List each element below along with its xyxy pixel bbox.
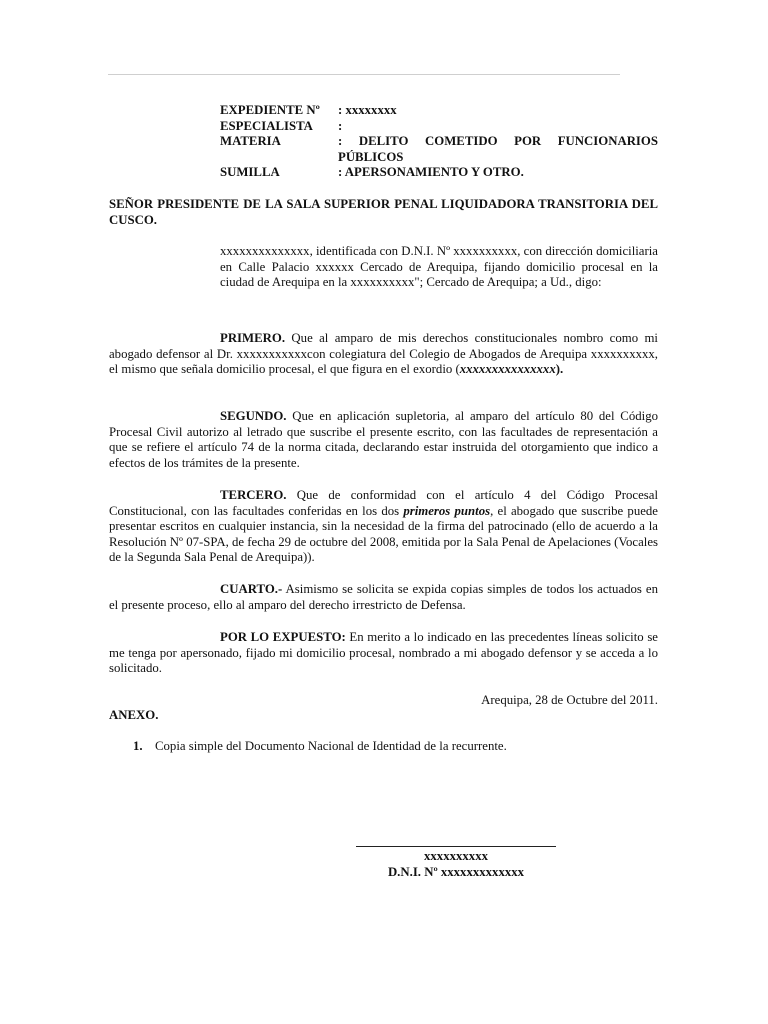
addressee: SEÑOR PRESIDENTE DE LA SALA SUPERIOR PENAL LIQUIDADORA TRANSITORIA DEL CUSCO. [109,197,658,227]
annex-item-text: Copia simple del Documento Nacional de Identidad de la recurrente. [155,739,507,753]
primero-text-a: Que al amparo de mis derechos constitucionales nombro como mi abogado defensor al Dr. xxxxxxxxxxxcon colegiatura del Colegio de Abogados de Arequipa xxxxxxxxxx, el mismo que señala domicilio procesal, el que figura en el exordio ( [109,331,658,376]
annex-item [133,739,653,754]
annex-item-number: 1. [133,739,143,753]
signature-dni: D.N.I. Nº xxxxxxxxxxxxx [387,865,525,879]
tercero-emphasis: primeros puntos [403,503,491,518]
por-lo-expuesto-text: En merito a lo indicado en las precedentes líneas solicito se me tenga por apersonado, fijado mi domicilio procesal, nombrado a mi abogado defensor y se acceda a lo solicitado. [109,630,658,675]
tercero-text-a: Que de conformidad con el artículo 4 del Código Procesal Constitucional, con las facultades conferidas en los dos [109,488,658,518]
top-divider [108,74,620,75]
paragraph-cuarto [109,582,658,613]
sumilla-label: SUMILLA [220,165,280,179]
header-row-expediente [220,103,658,119]
paragraph-segundo [109,409,658,471]
materia-value-cont: PÚBLICOS [338,149,404,164]
paragraph-tercero [109,488,658,566]
expediente-label: EXPEDIENTE Nº [220,103,320,117]
primero-lead: PRIMERO. [220,331,286,345]
tercero-text-b: , el abogado que suscribe puede presentar escritos en cualquier instancia, sin la necesidad de la firma del patrocinado (ello de acuerdo a la Resolución Nº 07-SPA, de fecha 29 de octubre del 2008, emitida por la Sala Penal de Apelaciones (Vocales de la Segunda Sala Penal de Arequipa)). [109,503,658,564]
materia-label: MATERIA [220,134,281,148]
sumilla-value: : APERSONAMIENTO Y OTRO. [338,165,524,179]
segundo-text: Que en aplicación supletoria, al amparo del artículo 80 del Código Procesal Civil autorizo al letrado que suscribe el presente escrito, con las facultades de representación a que se refiere el artículo 74 de la norma citada, declarando estar instruida del otorgamiento que indico a efectos de los trámites de la presente. [109,409,658,470]
primero-emphasis: xxxxxxxxxxxxxxx [459,362,556,376]
header-row-sumilla [220,165,658,181]
por-lo-expuesto-lead: POR LO EXPUESTO: [220,630,346,644]
primero-text-b: ). [555,362,564,376]
signature-block [356,848,556,880]
place-and-date: Arequipa, 28 de Octubre del 2011. [481,693,658,707]
signature-line [356,846,556,847]
signature-name: xxxxxxxxxx [424,849,488,863]
case-header [220,103,658,181]
annex-title: ANEXO. [109,708,159,722]
tercero-lead: TERCERO. [220,488,287,502]
intro-paragraph: xxxxxxxxxxxxxx, identificada con D.N.I. Nº xxxxxxxxxx, con dirección domiciliaria en Calle Palacio xxxxxx Cercado de Arequipa, fijando domicilio procesal en la ciudad de Arequipa en la xxxxxxxxxx"; Cercado de Arequipa; a Ud., digo: [220,244,658,289]
header-row-materia-cont [220,150,658,166]
header-row-especialista [220,119,658,135]
expediente-value: : xxxxxxxx [338,103,397,117]
paragraph-primero [109,331,658,378]
especialista-label: ESPECIALISTA [220,118,313,133]
segundo-lead: SEGUNDO. [220,409,287,423]
cuarto-lead: CUARTO.- [220,582,283,596]
materia-value: : DELITO COMETIDO POR FUNCIONARIOS [338,134,658,148]
especialista-value: : [338,118,343,133]
paragraph-por-lo-expuesto [109,630,658,677]
header-row-materia [220,134,658,150]
cuarto-text: Asimismo se solicita se expida copias simples de todos los actuados en el presente proceso, ello al amparo del derecho irrestricto de Defensa. [109,582,658,612]
